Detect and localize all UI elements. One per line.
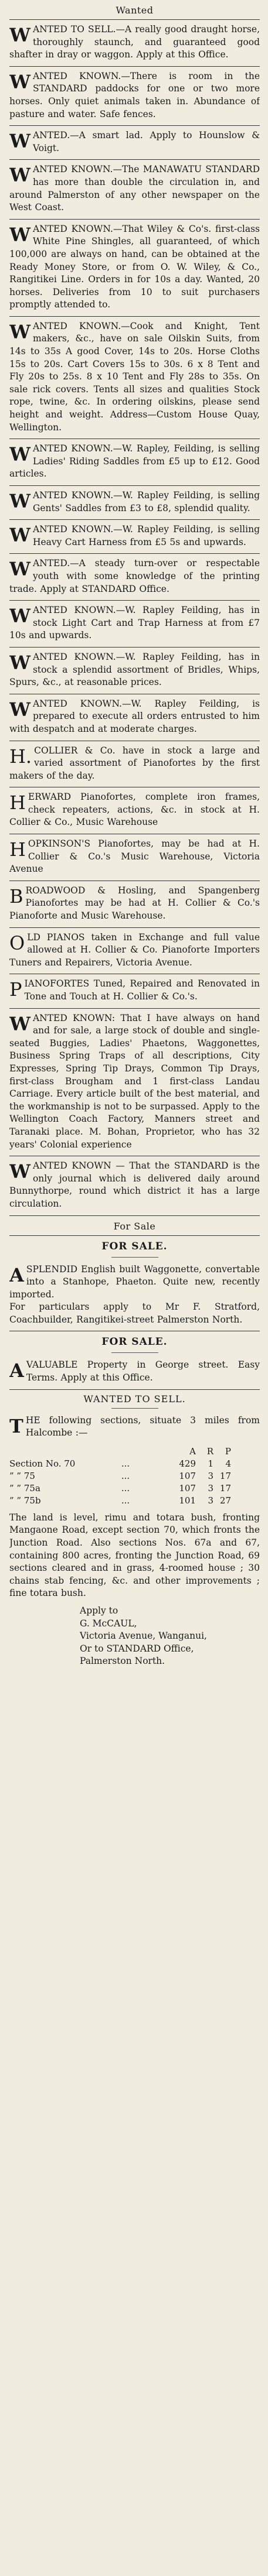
dropcap: W bbox=[9, 320, 30, 343]
ad-item bbox=[9, 220, 260, 316]
ad-text: ANTED KNOWN.—W. Rapley Feilding, has in stock a splendid assortment of Bridles, Whips, Spurs, &c., at reasonable prices. bbox=[9, 651, 260, 688]
ad-item bbox=[9, 881, 260, 927]
table-cell: 4 bbox=[225, 1458, 231, 1469]
table-cell: 1 bbox=[208, 1458, 213, 1469]
ad-item bbox=[9, 126, 260, 159]
ad-item bbox=[9, 974, 260, 1008]
dropcap: H. bbox=[9, 745, 32, 768]
table-cell: 3 bbox=[208, 1495, 213, 1506]
dropcap: W bbox=[9, 24, 30, 46]
table-cell: 27 bbox=[219, 1495, 231, 1506]
table-header-row bbox=[9, 1445, 260, 1458]
dropcap: W bbox=[9, 558, 30, 581]
table-cell: 17 bbox=[219, 1482, 231, 1493]
dropcap: W bbox=[9, 490, 30, 512]
table-row bbox=[9, 1495, 260, 1507]
ad-text: ROADWOOD & Hosling, and Spangenberg Pianofortes may be had at H. Collier & Co.'s Pianoforte and Music Warehouse. bbox=[9, 885, 260, 922]
table-cell: 3 bbox=[208, 1470, 213, 1481]
ad-text: ANTED TO SELL.—A really good draught horse, thoroughly staunch, and guaranteed good shafter in dray or waggon. Apply at this Office. bbox=[9, 24, 260, 60]
table-row bbox=[9, 1482, 260, 1495]
dropcap: W bbox=[9, 651, 30, 674]
ad-text: IANOFORTES Tuned, Repaired and Renovated in Tone and Touch at H. Collier & Co.'s. bbox=[24, 978, 260, 1002]
ad-text: ANTED KNOWN: That I have always on hand and for sale, a large stock of double and single-seated Buggies, Ladies' Phaetons, Waggonettes, Business Spring Traps of all descriptions, City Expresses, Spring Tip Drays, Common Tip Drays, first-class Brougham and 1 first-class Landau Carriage. Every article built of the best material, and the workmanship is not to be surpassed. Apply to the Wellington Coach Factory, Manners street and Taranaki place. M. Bohan, Proprietor, who has 32 years' Colonial experience bbox=[9, 1012, 260, 1150]
table-cell: A bbox=[189, 1445, 196, 1457]
ad-heading: FOR SALE. bbox=[101, 1240, 168, 1252]
ad-item bbox=[9, 928, 260, 974]
dropcap: H bbox=[9, 838, 26, 861]
ad-item bbox=[9, 554, 260, 600]
ad-item bbox=[9, 601, 260, 647]
dropcap: H bbox=[9, 792, 26, 814]
land-sections-table bbox=[9, 1444, 260, 1508]
dropcap: A bbox=[9, 1263, 24, 1286]
ad-item bbox=[9, 317, 260, 439]
ad-item bbox=[9, 787, 260, 834]
ad-text: ANTED KNOWN.—The MANAWATU STANDARD has more than double the circulation in, and around Palmerston of any other newspaper on the West Coast. bbox=[9, 164, 260, 213]
section-heading-wanted: Wanted bbox=[116, 5, 154, 16]
dropcap: W bbox=[9, 130, 30, 153]
ad-text: ANTED KNOWN — That the STANDARD is the only journal which is delivered daily around Bunnythorpe, round which district it has a large circulation. bbox=[9, 1160, 260, 1209]
table-row bbox=[9, 1458, 260, 1470]
table-cell: ” ” 75a bbox=[9, 1482, 40, 1493]
table-cell bbox=[9, 1445, 79, 1458]
dropcap: P bbox=[9, 978, 22, 1001]
ad-text: ANTED KNOWN.—W. Rapley Feilding, is selling Gents' Saddles from £3 to £8, splendid quality. bbox=[32, 490, 260, 513]
ad-text: ANTED KNOWN.—There is room in the STANDARD paddocks for one or two more horses. Only quiet animals taken in. Abundance of pasture and water. Safe fences. bbox=[9, 70, 260, 119]
ad-item bbox=[9, 67, 260, 125]
ad-item bbox=[9, 834, 260, 881]
ad-text: COLLIER & Co. have in stock a large and varied assortment of Pianofortes by the first makers of the day. bbox=[9, 745, 260, 781]
table-cell: P bbox=[225, 1445, 231, 1457]
table-row bbox=[9, 1470, 260, 1482]
dropcap: B bbox=[9, 885, 23, 907]
short-divider bbox=[111, 1408, 158, 1409]
ad-text: ANTED KNOWN.—That Wiley & Co's. first-class White Pine Shingles, all guaranteed, of which 100,000 are always on hand, can be obtained at the Ready Money Store, or from O. W. Wiley, & Co., Rangitikei Line. Orders in for 10s a day. Wanted, 20 horses. Deliveries from 10 to suit purchasers promptly attended to. bbox=[9, 223, 260, 310]
ad-item bbox=[9, 1156, 260, 1215]
dropcap: T bbox=[9, 1414, 23, 1437]
dropcap: W bbox=[9, 164, 30, 187]
ad-signature: Apply to G. McCAUL, Victoria Avenue, Wanganui, Or to STANDARD Office, Palmerston North. bbox=[80, 1605, 207, 1667]
table-cell: 429 bbox=[179, 1458, 196, 1469]
table-cell: 107 bbox=[179, 1482, 196, 1493]
ad-text: OPKINSON'S Pianofortes, may be had at H. Collier & Co.'s Music Warehouse, Victoria Avenue bbox=[9, 838, 260, 875]
ad-text: ANTED KNOWN.—W. Rapley Feilding, has in stock Light Cart and Trap Harness at from £7 10s and upwards. bbox=[9, 605, 260, 641]
dropcap: W bbox=[9, 698, 30, 721]
table-cell: Section No. 70 bbox=[9, 1458, 76, 1469]
ad-text: VALUABLE Property in George street. Easy Terms. Apply at this Office. bbox=[26, 1359, 260, 1383]
dropcap: W bbox=[9, 223, 30, 246]
ad-item bbox=[9, 160, 260, 218]
table-cell: 101 bbox=[179, 1495, 196, 1506]
ad-item bbox=[9, 648, 260, 694]
ad-text: ANTED.—A smart lad. Apply to Hounslow & Voigt. bbox=[32, 130, 260, 153]
table-cell: 3 bbox=[208, 1482, 213, 1493]
ad-text: ANTED KNOWN.—W. Rapley, Feilding, is selling Ladies' Riding Saddles from £5 up to £12. Good articles. bbox=[9, 443, 260, 479]
short-divider bbox=[111, 1257, 158, 1258]
ad-text: HE following sections, situate 3 miles from Halcombe :— bbox=[25, 1414, 260, 1438]
dropcap: A bbox=[9, 1359, 24, 1382]
dropcap: W bbox=[9, 1012, 30, 1035]
ad-item bbox=[9, 1411, 260, 1444]
ad-heading: FOR SALE. bbox=[101, 1336, 168, 1348]
ad-item bbox=[9, 1009, 260, 1156]
ad-text: ERWARD Pianofortes, complete iron frames, check repeaters, actions, &c. in stock at H. Collier & Co., Music Warehouse bbox=[9, 792, 260, 828]
table-cell bbox=[79, 1445, 172, 1458]
ad-item bbox=[9, 1260, 260, 1331]
ad-text: LD PIANOS taken in Exchange and full value allowed at H. Collier & Co. Pianoforte Importers Tuners and Repairers, Victoria Avenue. bbox=[9, 931, 260, 968]
section-heading-for-sale: For Sale bbox=[113, 1220, 156, 1232]
ad-text: SPLENDID English built Waggonette, convertable into a Stanhope, Phaeton. Quite new, recently imported. For particulars apply to Mr F. Stratford, Coachbuilder, Rangitikei-street Palmerston North. bbox=[9, 1263, 260, 1325]
ad-text: ANTED KNOWN.—Cook and Knight, Tent makers, &c., have on sale Oilskin Suits, from 14s to 35s A good Cover, 14s to 20s. Horse Cloths 15s to 20s. Cart Covers 15s to 30s. 6 x 8 Tent and Fly 20s to 25s. 8 x 10 Tent and Fly 28s to 35s. On sale rick covers. Tents all sizes and qualities Stock rope, twine, &c. In ordering oilskins, please send height and weight. Address—Custom House Quay, Wellington. bbox=[9, 320, 260, 433]
table-cell: R bbox=[206, 1445, 213, 1457]
dropcap: W bbox=[9, 524, 30, 547]
ad-text: ANTED KNOWN.—W. Rapley Feilding, is prepared to execute all orders entrusted to him with despatch and at moderate charges. bbox=[9, 698, 260, 734]
ad-item bbox=[9, 741, 260, 787]
table-cell: 107 bbox=[179, 1470, 196, 1481]
ad-item bbox=[9, 439, 260, 485]
table-cell: ... bbox=[121, 1458, 130, 1469]
dropcap: W bbox=[9, 443, 30, 466]
table-cell: ... bbox=[121, 1470, 130, 1481]
table-cell: 17 bbox=[219, 1470, 231, 1481]
ad-item bbox=[9, 694, 260, 741]
ad-text: ANTED.—A steady turn-over or respectable youth with some knowledge of the printing trade. Apply at STANDARD Office. bbox=[9, 558, 260, 594]
dropcap: W bbox=[9, 1160, 30, 1183]
land-description: The land is level, rimu and totara bush, fronting Mangaone Road, except section 70, which fronts the Junction Road. Also sections Nos. 67a and 67, containing 800 acres, fronting the Junction Road, 69 sections cleared and in grass, 4-roomed house ; 30 chains stab fencing, &c. and other improvements ; fine totara bush. bbox=[9, 1512, 260, 1599]
ad-item bbox=[9, 486, 260, 519]
short-divider bbox=[111, 1352, 158, 1353]
table-cell: ” ” 75 bbox=[9, 1470, 35, 1481]
ad-text: ANTED KNOWN.—W. Rapley Feilding, is selling Heavy Cart Harness from £5 5s and upwards. bbox=[32, 524, 260, 547]
table-cell: ... bbox=[121, 1495, 130, 1506]
ad-item bbox=[9, 20, 260, 66]
table-cell: ” ” 75b bbox=[9, 1495, 41, 1506]
ad-heading: WANTED TO SELL. bbox=[83, 1393, 186, 1405]
table-cell: ... bbox=[121, 1482, 130, 1493]
dropcap: W bbox=[9, 70, 30, 93]
dropcap: W bbox=[9, 605, 30, 628]
ad-item bbox=[9, 1355, 260, 1389]
dropcap: O bbox=[9, 931, 25, 954]
ad-item bbox=[9, 520, 260, 553]
